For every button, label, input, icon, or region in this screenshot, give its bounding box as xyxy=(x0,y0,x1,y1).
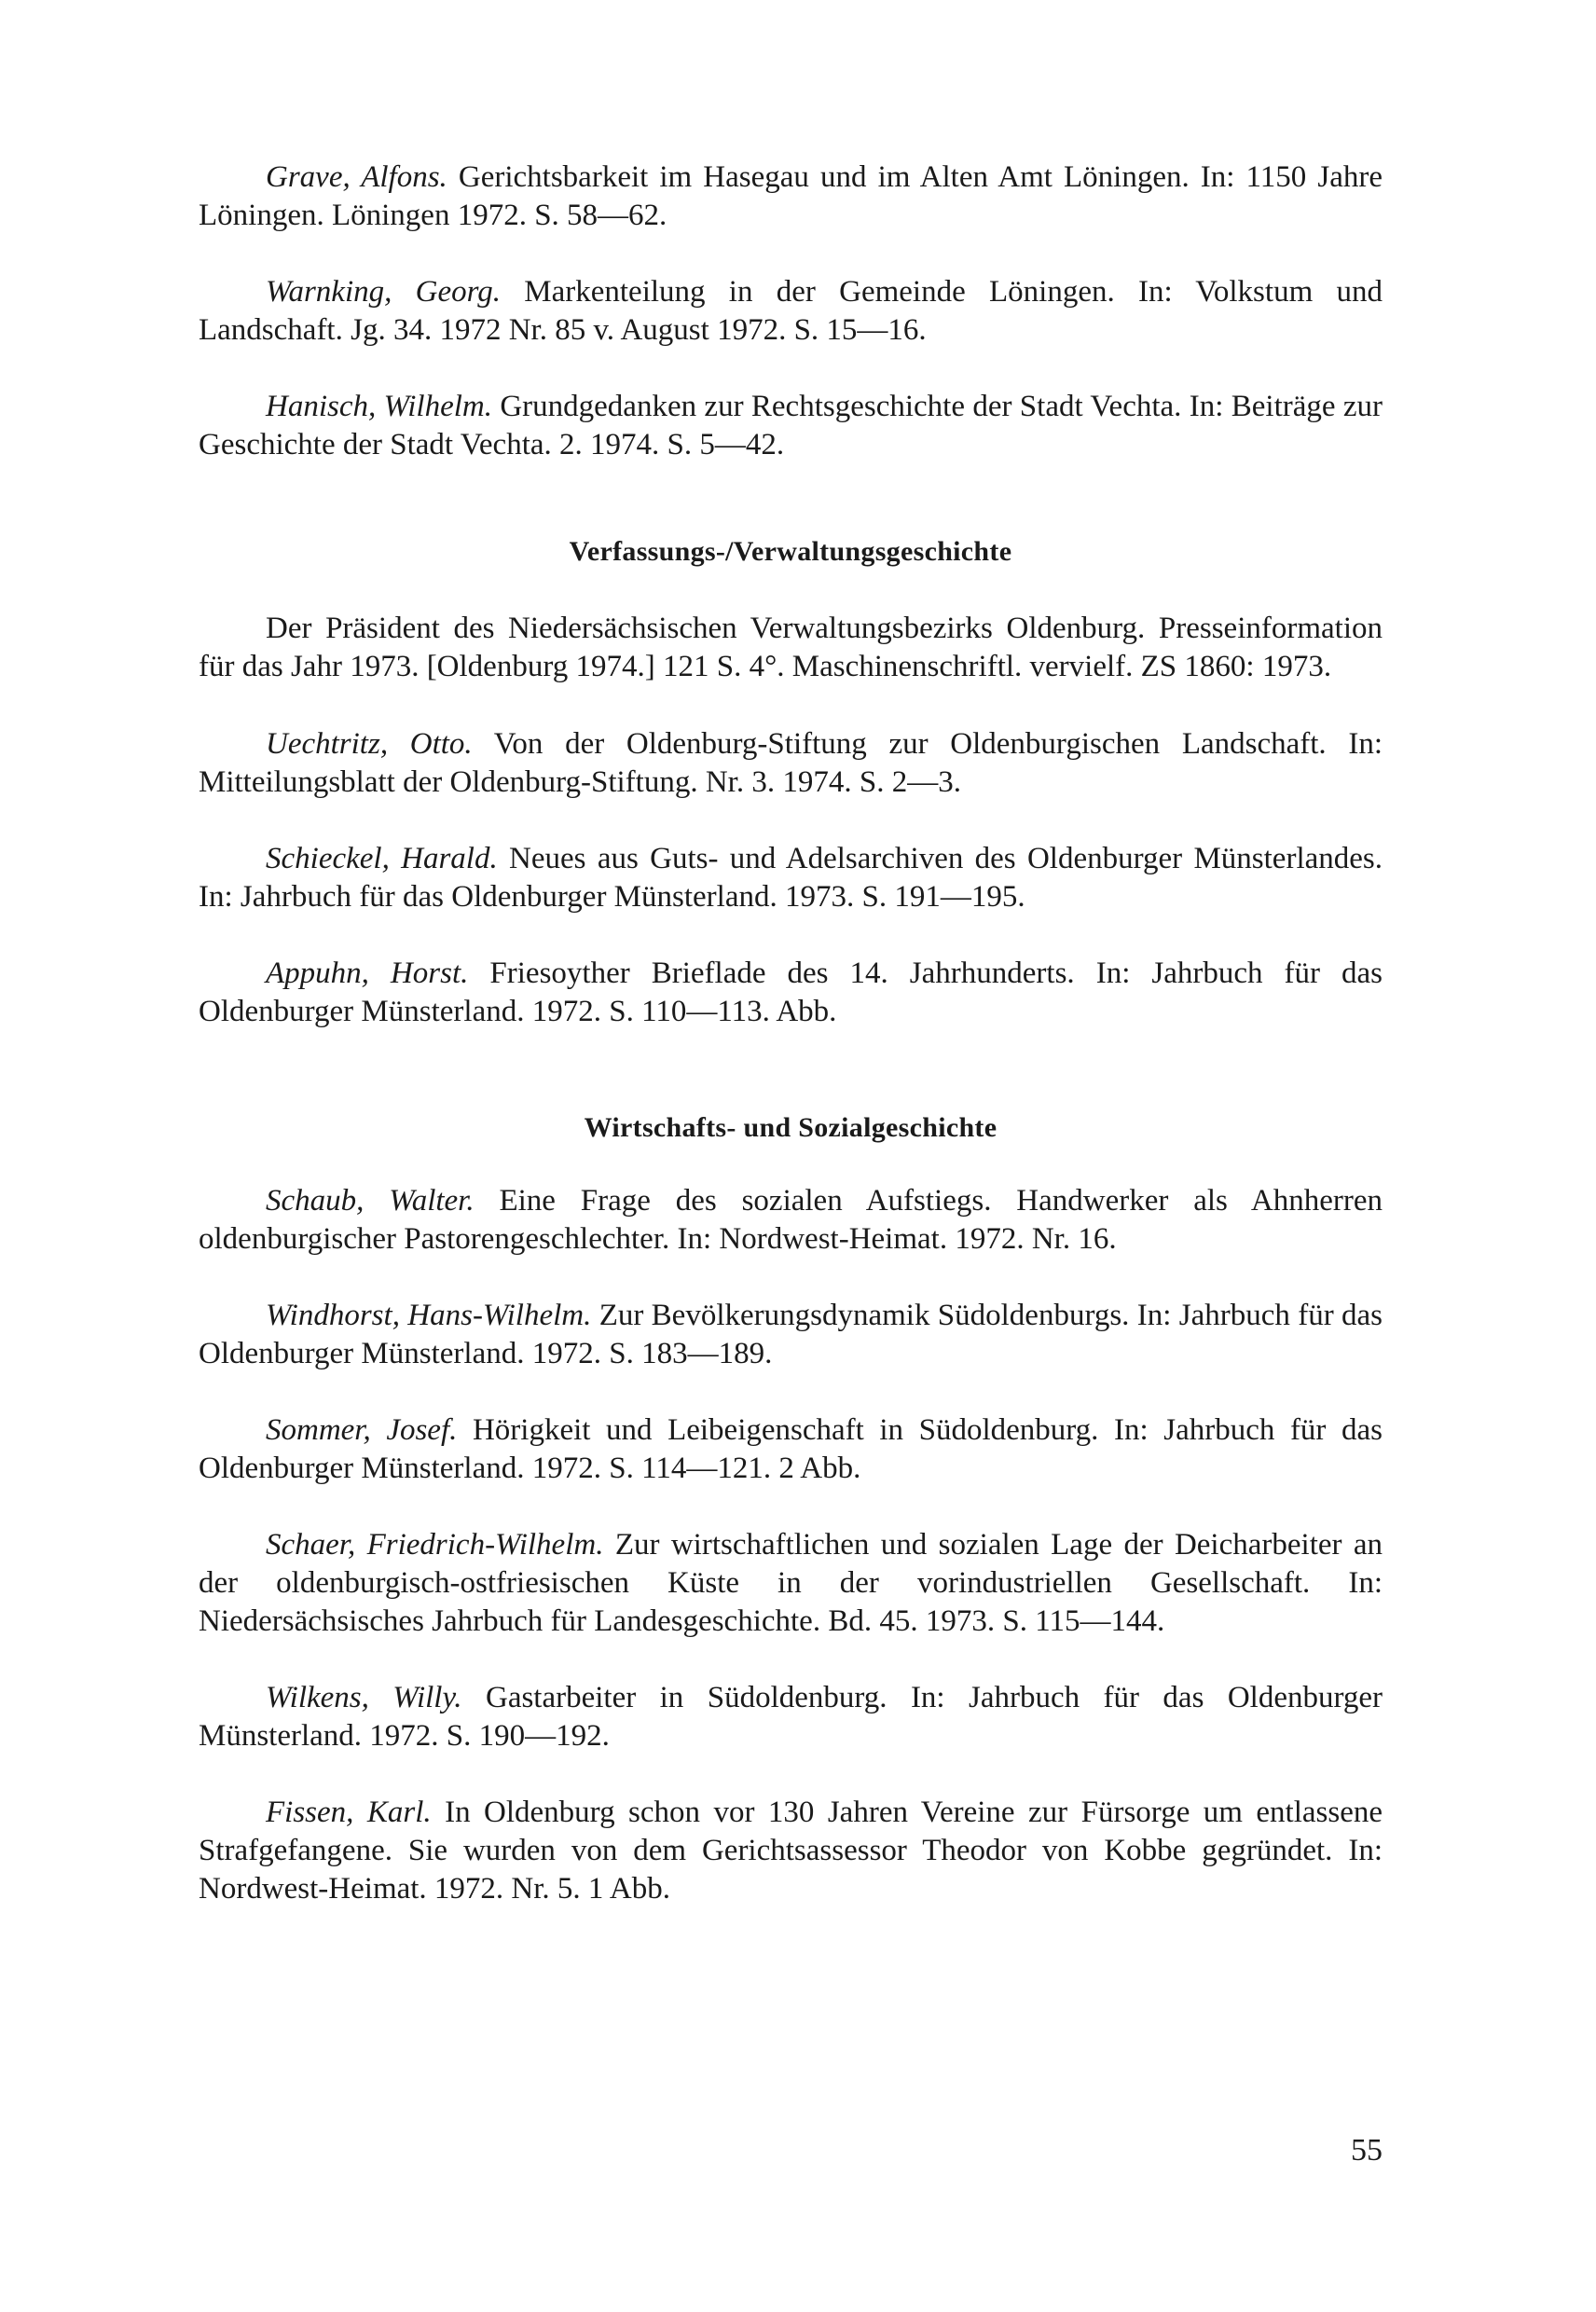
entry-text: In Oldenburg schon vor 130 Jahren Vereine zur Fürsorge um entlassene Strafgefangene. Sie wurden von dem Gerichtsassessor Theodor von Kobbe gegründet. In: Nordwest-Heimat. 1972. Nr. 5. 1 Abb. xyxy=(199,1796,1383,1906)
entry-text: Gerichtsbarkeit im Hasegau und im Alten Amt Löningen. In: 1150 Jahre Löningen. Löningen 1972. S. 58—62. xyxy=(199,160,1383,232)
bibliography-entry xyxy=(199,840,1383,916)
entry-text: Zur Bevölkerungsdynamik Südoldenburgs. In: Jahrbuch für das Oldenburger Münsterland. 1972. S. 183—189. xyxy=(199,1299,1383,1370)
entry-text: Hörigkeit und Leibeigenschaft in Südoldenburg. In: Jahrbuch für das Oldenburger Münsterland. 1972. S. 114—121. 2 Abb. xyxy=(199,1413,1383,1485)
entry-author: Warnking, Georg. xyxy=(266,275,501,309)
bibliography-entry xyxy=(199,1794,1383,1908)
entry-author: Fissen, Karl. xyxy=(266,1796,432,1829)
section-heading-verfassungsgeschichte: Verfassungs-/Verwaltungsgeschichte xyxy=(569,536,1012,567)
bibliography-entry xyxy=(199,1526,1383,1641)
entry-text: Von der Oldenburg-Stiftung zur Oldenburgischen Landschaft. In: Mitteilungsblatt der Oldenburg-Stiftung. Nr. 3. 1974. S. 2—3. xyxy=(199,727,1383,799)
bibliography-entry xyxy=(199,273,1383,350)
entry-author: Hanisch, Wilhelm. xyxy=(266,390,492,423)
entry-author: Wilkens, Willy. xyxy=(266,1681,462,1714)
entry-text: Der Präsident des Niedersächsischen Verwaltungsbezirks Oldenburg. Presseinformation für das Jahr 1973. [Oldenburg 1974.] 121 S. 4°. Maschinenschriftl. vervielf. ZS 1860: 1973. xyxy=(199,612,1383,683)
bibliography-entry xyxy=(199,1679,1383,1755)
bibliography-entry xyxy=(199,1411,1383,1488)
entry-author: Schieckel, Harald. xyxy=(266,842,498,875)
entry-author: Sommer, Josef. xyxy=(266,1413,458,1447)
entry-author: Uechtritz, Otto. xyxy=(266,727,473,761)
bibliography-entry xyxy=(199,610,1383,686)
entry-text: Friesoyther Brieflade des 14. Jahrhunderts. In: Jahrbuch für das Oldenburger Münsterland. 1972. S. 110—113. Abb. xyxy=(199,956,1383,1028)
bibliography-entry xyxy=(199,158,1383,235)
bibliography-entry xyxy=(199,388,1383,464)
entry-author: Windhorst, Hans-Wilhelm. xyxy=(266,1299,592,1332)
entry-author: Appuhn, Horst. xyxy=(266,956,469,990)
bibliography-entry xyxy=(199,1182,1383,1259)
entry-text: Neues aus Guts- und Adelsarchiven des Oldenburger Münsterlandes. In: Jahrbuch für das Oldenburger Münsterland. 1973. S. 191—195. xyxy=(199,842,1383,914)
entry-author: Schaub, Walter. xyxy=(266,1184,475,1218)
entry-text: Grundgedanken zur Rechtsgeschichte der Stadt Vechta. In: Beiträge zur Geschichte der Stadt Vechta. 2. 1974. S. 5—42. xyxy=(199,390,1383,461)
bibliography-entry xyxy=(199,1297,1383,1373)
entry-text: Markenteilung in der Gemeinde Löningen. In: Volkstum und Landschaft. Jg. 34. 1972 Nr. 85 v. August 1972. S. 15—16. xyxy=(199,275,1383,347)
entry-author: Schaer, Friedrich-Wilhelm. xyxy=(266,1528,604,1562)
section-heading-wirtschaftsgeschichte: Wirtschafts- und Sozialgeschichte xyxy=(584,1112,998,1143)
entry-text: Eine Frage des sozialen Aufstiegs. Handwerker als Ahnherren oldenburgischer Pastorengeschlechter. In: Nordwest-Heimat. 1972. Nr. 16. xyxy=(199,1184,1383,1256)
entry-text: Zur wirtschaftlichen und sozialen Lage der Deicharbeiter an der oldenburgisch-ostfriesischen Küste in der vorindustriellen Gesellschaft. In: Niedersächsisches Jahrbuch für Landesgeschichte. Bd. 45. 1973. S. 115—144. xyxy=(199,1528,1383,1638)
entry-author: Grave, Alfons. xyxy=(266,160,447,194)
page-number: 55 xyxy=(1351,2133,1383,2168)
bibliography-entry xyxy=(199,955,1383,1031)
entry-text: Gastarbeiter in Südoldenburg. In: Jahrbuch für das Oldenburger Münsterland. 1972. S. 190—192. xyxy=(199,1681,1383,1753)
bibliography-entry xyxy=(199,725,1383,802)
bibliography-page xyxy=(199,158,1383,1947)
